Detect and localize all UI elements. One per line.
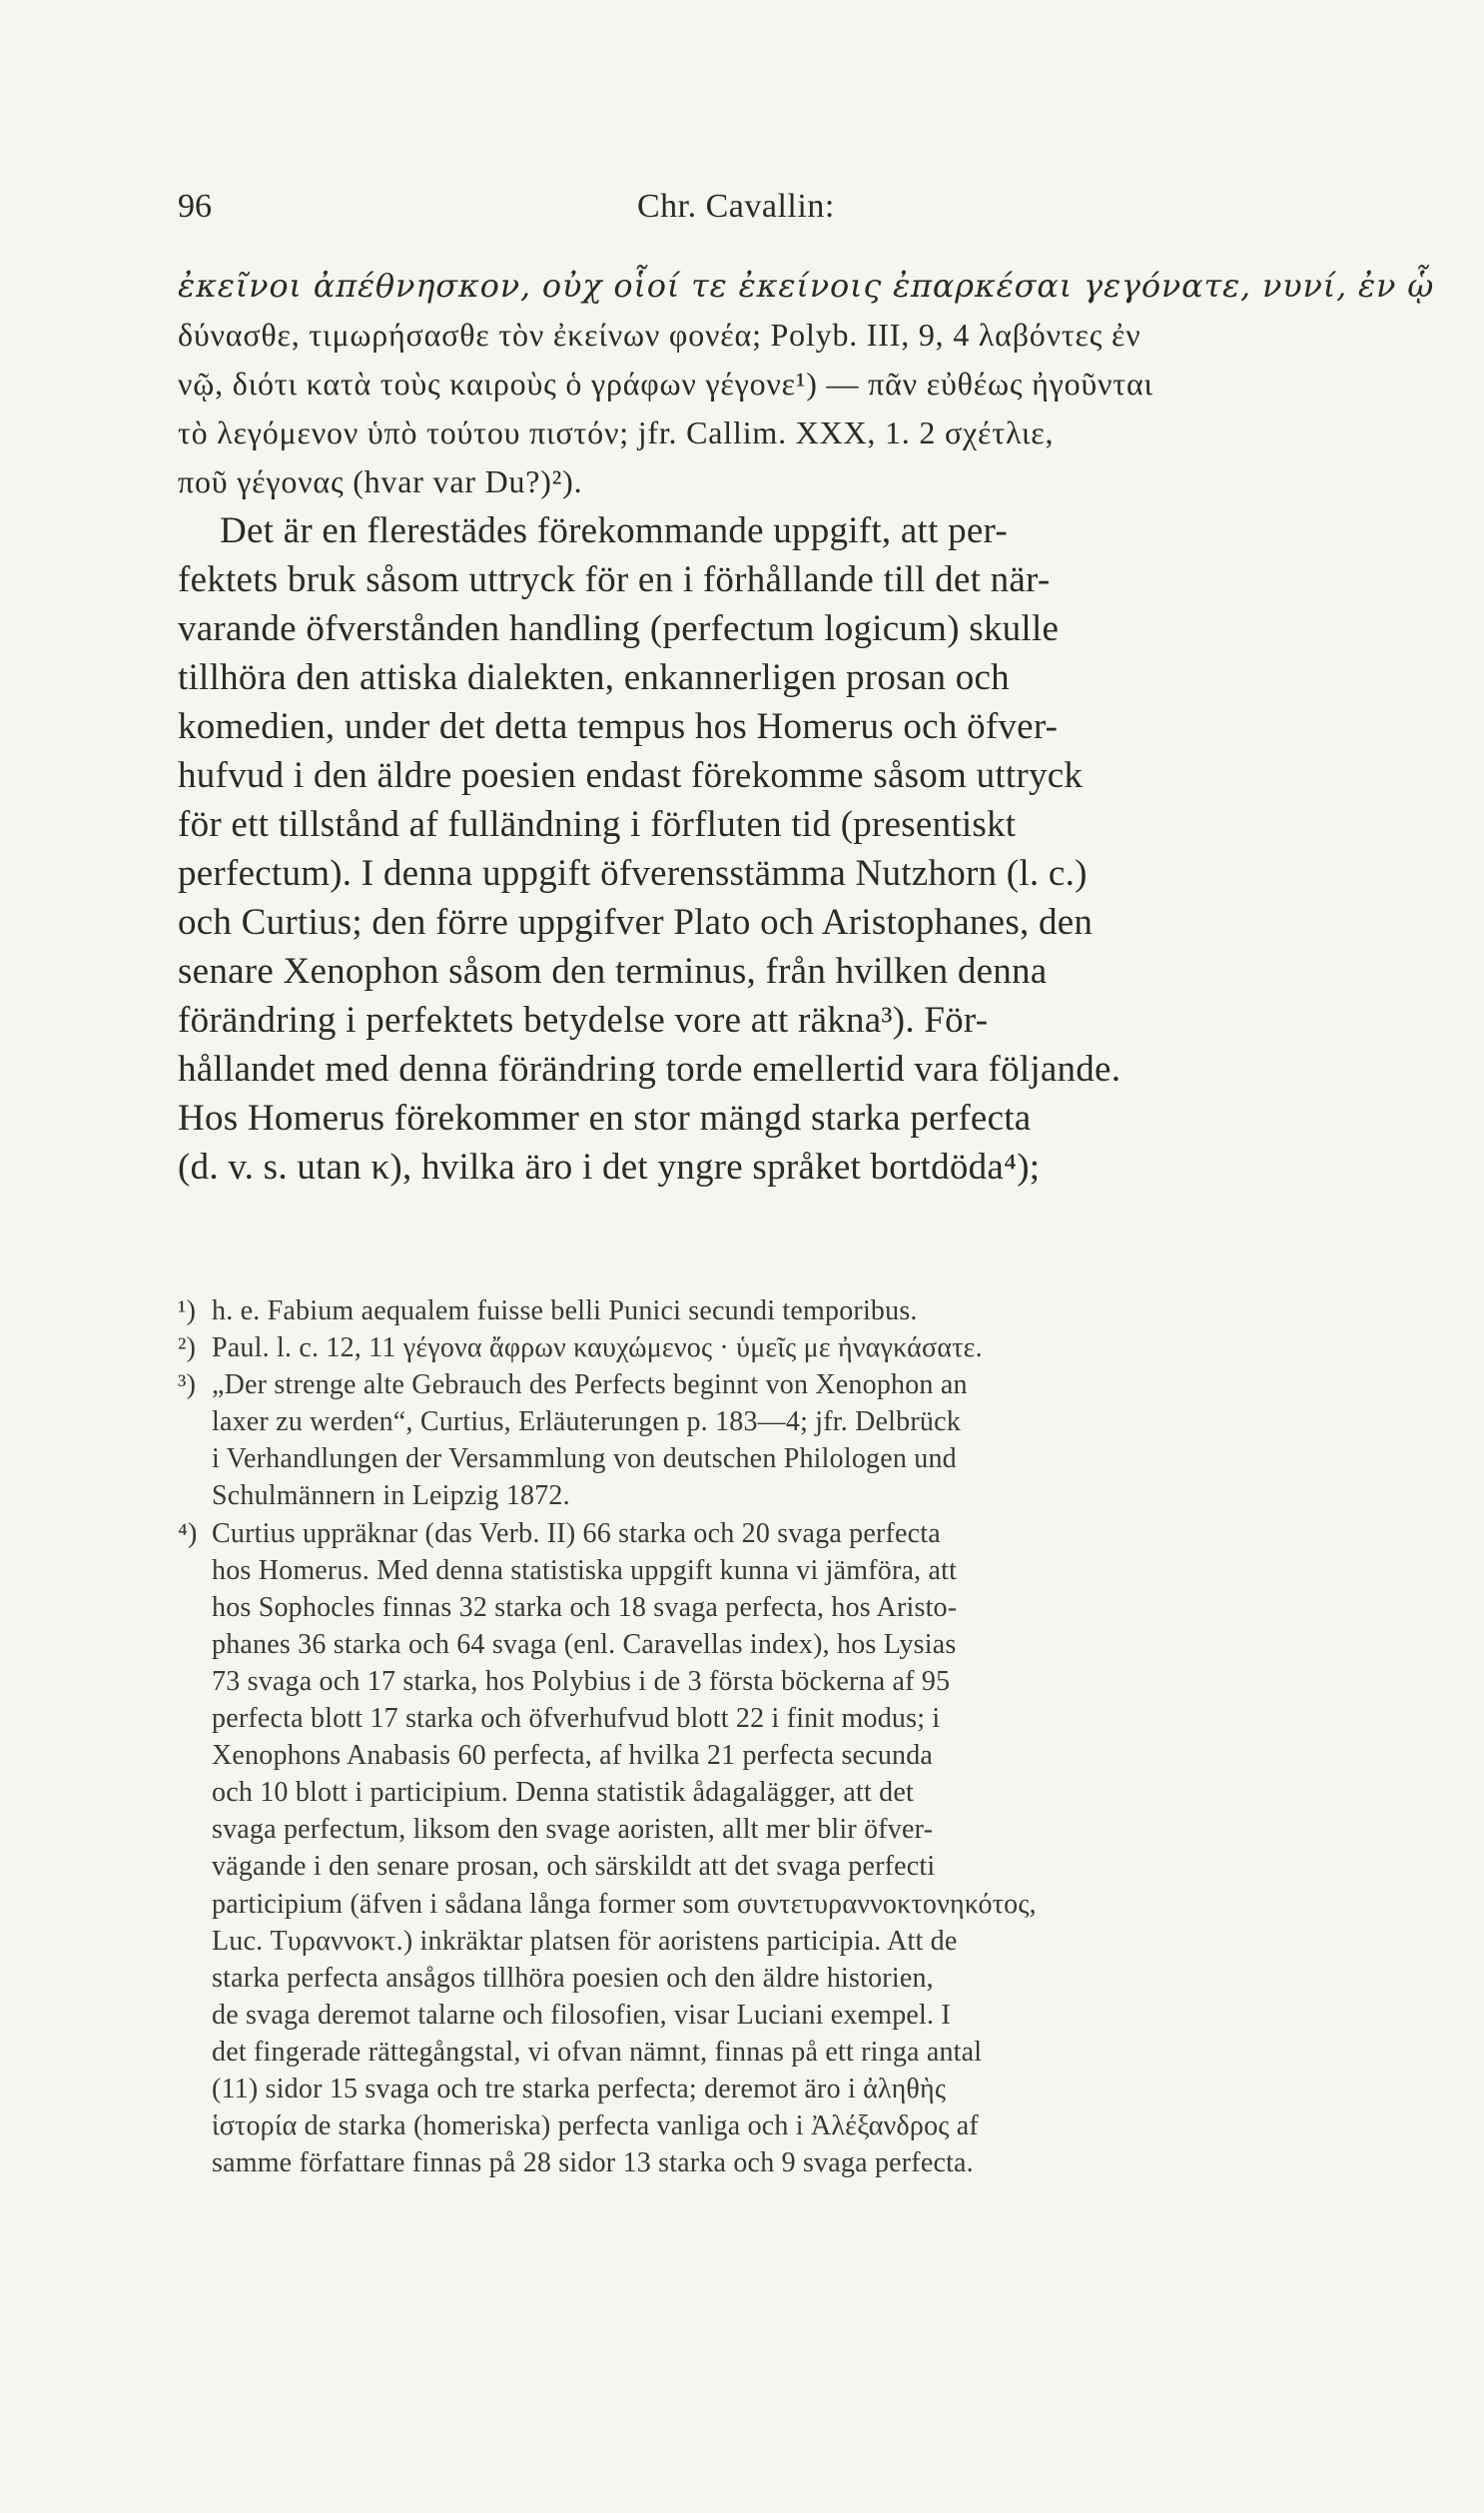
footnote-3 — [178, 1366, 1331, 1403]
footnote-marker: ²) — [178, 1332, 197, 1364]
footnote-text: „Der strenge alte Gebrauch des Perfects beginnt von Xenophon an — [212, 1369, 968, 1401]
footnote-text: phanes 36 starka och 64 svaga (enl. Caravellas index), hos Lysias — [212, 1628, 957, 1660]
footnote-marker: ¹) — [178, 1295, 197, 1326]
footnote-text: h. e. Fabium aequalem fuisse belli Punici secundi temporibus. — [212, 1295, 918, 1326]
text-line: och Curtius; den förre uppgifver Plato och Aristophanes, den — [178, 902, 1094, 943]
footnote-text: laxer zu werden“, Curtius, Erläuterungen p. 183—4; jfr. Delbrück — [212, 1406, 961, 1438]
text-line: hufvud i den äldre poesien endast förekomme såsom uttryck — [178, 755, 1084, 796]
text-line: förändring i perfektets betydelse vore att räkna³). För- — [178, 1000, 989, 1041]
text-line: δύνασθε, τιμωρήσασθε τὸν ἐκείνων φονέα; Polyb. III, 9, 4 λαβόντες ἐν — [178, 317, 1141, 353]
text-line: för ett tillstånd af fulländning i förfluten tid (presentiskt — [178, 804, 1017, 845]
text-line: ἐκεῖνοι ἀπέθνησκον, οὐχ οἷοί τε ἐκείνοις ἐπαρκέσαι γεγόνατε, νυνί, ἐν ᾧ — [178, 267, 1435, 305]
footnote-text: samme författare finnas på 28 sidor 13 starka och 9 svaga perfecta. — [212, 2147, 974, 2179]
footnote-text: starka perfecta ansågos tillhöra poesien och den äldre historien, — [212, 1962, 934, 1994]
footnote-text: och 10 blott i participium. Denna statistik ådagalägger, att det — [212, 1777, 914, 1809]
footnote-4 — [178, 1515, 1331, 1552]
footnote-text: perfecta blott 17 starka och öfverhufvud blott 22 i finit modus; i — [212, 1703, 941, 1735]
text-line: perfectum). I denna uppgift öfverensstämma Nutzhorn (l. c.) — [178, 853, 1088, 894]
footnote-text: Schulmännern in Leipzig 1872. — [212, 1480, 570, 1512]
footnote-text: i Verhandlungen der Versammlung von deutschen Philologen und — [212, 1443, 957, 1475]
footnote-text: det fingerade rättegångstal, vi ofvan nämnt, finnas på ett ringa antal — [212, 2036, 983, 2068]
text-line: fektets bruk såsom uttryck för en i förhållande till det när- — [178, 559, 1051, 600]
page-header — [178, 182, 1326, 232]
footnote-text: vägande i den senare prosan, och särskildt att det svaga perfecti — [212, 1851, 936, 1883]
footnote-text: de svaga deremot talarne och filosofien, visar Luciani exempel. I — [212, 1999, 951, 2031]
text-line: τὸ λεγόμενον ὑπὸ τούτου πιστόν; jfr. Callim. XXX, 1. 2 σχέτλιε, — [178, 415, 1055, 450]
footnote-text: Paul. l. c. 12, 11 γέγονα ἄφρων καυχώμενος · ὑμεῖς με ἠναγκάσατε. — [212, 1332, 983, 1364]
running-head: Chr. Cavallin: — [637, 188, 835, 225]
footnote-text: hos Sophocles finnas 32 starka och 18 svaga perfecta, hos Aristo- — [212, 1591, 958, 1623]
text-line: varande öfverstånden handling (perfectum logicum) skulle — [178, 608, 1060, 649]
footnote-text: ἱστορία de starka (homeriska) perfecta vanliga och i Ἀλέξανδρος af — [212, 2110, 979, 2142]
footnote-2 — [178, 1329, 1331, 1366]
footnote-marker: ⁴) — [178, 1517, 198, 1549]
footnote-text: Curtius uppräknar (das Verb. II) 66 starka och 20 svaga perfecta — [212, 1517, 941, 1549]
page-number: 96 — [178, 188, 212, 225]
text-line: (d. v. s. utan κ), hvilka äro i det yngre språket bortdöda⁴); — [178, 1147, 1041, 1188]
footnote-text: (11) sidor 15 svaga och tre starka perfecta; deremot äro i ἀληθὴς — [212, 2073, 947, 2104]
text-line: komedien, under det detta tempus hos Homerus och öfver- — [178, 706, 1059, 747]
footnote-marker: ³) — [178, 1369, 197, 1401]
footnote-text: Xenophons Anabasis 60 perfecta, af hvilka 21 perfecta secunda — [212, 1740, 934, 1772]
text-line: νῷ, διότι κατὰ τοὺς καιροὺς ὁ γράφων γέγονε¹) — πᾶν εὐθέως ἠγοῦνται — [178, 366, 1153, 402]
footnote-text: 73 svaga och 17 starka, hos Polybius i de 3 första böckerna af 95 — [212, 1665, 951, 1697]
footnote-1 — [178, 1292, 1331, 1329]
text-line: tillhöra den attiska dialekten, enkannerligen prosan och — [178, 657, 1010, 698]
footnote-text: Luc. Τυραννοκτ.) inkräktar platsen för aoristens participia. Att de — [212, 1925, 958, 1957]
text-line: senare Xenophon såsom den terminus, från hvilken denna — [178, 951, 1048, 992]
footnote-text: participium (äfven i sådana långa former som συντετυραννοκτονηκότος, — [212, 1888, 1037, 1920]
text-line: Hos Homerus förekommer en stor mängd starka perfecta — [178, 1098, 1032, 1139]
text-line: ποῦ γέγονας (hvar var Du?)²). — [178, 463, 583, 499]
footnote-text: hos Homerus. Med denna statistiska uppgift kunna vi jämföra, att — [212, 1554, 958, 1586]
main-text — [178, 262, 1435, 1192]
text-line: hållandet med denna förändring torde emellertid vara följande. — [178, 1049, 1121, 1090]
footnotes — [178, 1292, 1331, 2181]
paragraph-start-line: Det är en flerestädes förekommande uppgift, att per- — [220, 510, 1008, 551]
footnote-text: svaga perfectum, liksom den svage aoristen, allt mer blir öfver- — [212, 1814, 934, 1846]
